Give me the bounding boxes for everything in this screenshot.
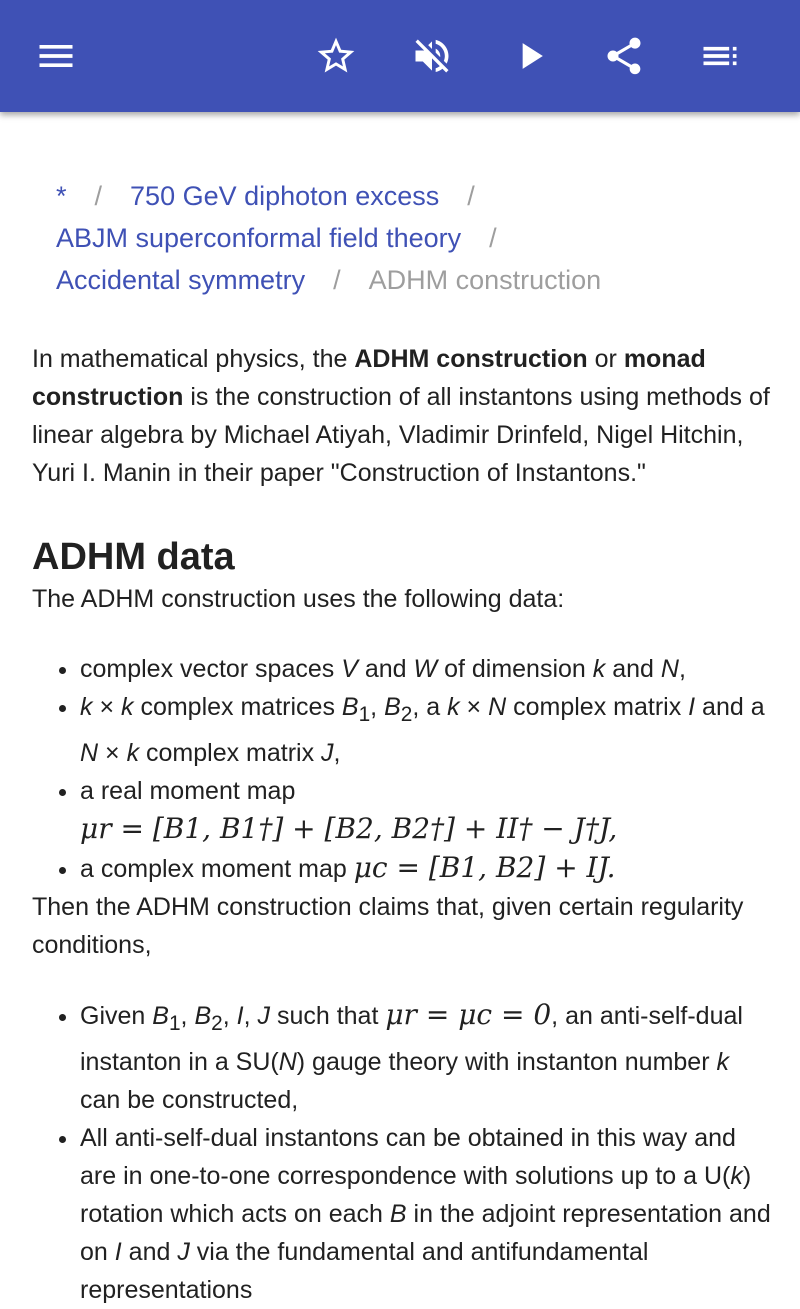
app-toolbar [0, 0, 800, 112]
adhm-claims-list [32, 996, 772, 1309]
claim-lead: Then the ADHM construction claims that, given certain regularity conditions, [32, 893, 744, 959]
share-icon [602, 34, 646, 78]
complex-moment-map-formula: μc = [B1, B2] + IJ. [353, 851, 616, 884]
list-item: • All anti-self-dual instantons can be obtained in this way and are in one-to-one correspondence with solutions up to a U(k) rotation which acts on each B in the adjoint representation and on I and J via the fundamental and antifundamental representations [80, 1119, 772, 1309]
breadcrumb-link-abjm[interactable]: ABJM superconformal field theory [56, 223, 462, 253]
star-outline-icon [314, 34, 358, 78]
breadcrumb [56, 175, 776, 301]
moment-map-zero-formula: μr = μc = 0 [385, 998, 552, 1031]
list-item: • Given $B_1$, $B_2$, I, J such that μr = μc = 0, an anti-self-dual instanton in a SU(N) gauge theory with instanton number k can be constructed, [80, 996, 772, 1119]
breadcrumb-separator: / [94, 181, 103, 211]
breadcrumb-link-home[interactable]: * [56, 181, 67, 211]
list-item: • a real moment map μr = [B1, B1†] + [B2, B2†] + II† − J†J, [80, 772, 772, 849]
breadcrumb-separator: / [489, 223, 497, 253]
menu-button[interactable] [24, 24, 88, 88]
breadcrumb-link-diphoton[interactable]: 750 GeV diphoton excess [130, 181, 440, 211]
section-lead: The ADHM construction uses the following data: [32, 585, 565, 613]
bookmark-button[interactable] [304, 24, 368, 88]
list-item: • a complex moment map μc = [B1, B2] + IJ. [80, 849, 772, 888]
breadcrumb-separator: / [467, 181, 475, 211]
list-item: • k × k complex matrices $B_1$, $B_2$, a k × N complex matrix I and a N × k complex matrix J, [80, 688, 772, 772]
real-moment-map-formula: μr = [B1, B1†] + [B2, B2†] + II† − J†J, [80, 812, 618, 845]
breadcrumb-current: ADHM construction [368, 265, 602, 295]
contents-button[interactable] [688, 24, 752, 88]
menu-icon [34, 34, 78, 78]
adhm-data-list [32, 650, 772, 888]
section-heading: ADHM data [32, 536, 235, 578]
breadcrumb-link-accidental[interactable]: Accidental symmetry [56, 265, 306, 295]
intro-paragraph: In mathematical physics, the ADHM construction or monad construction is the construction of all instantons using methods of linear algebra by Michael Atiyah, Vladimir Drinfeld, Nigel Hitchin, Yuri I. Manin in their paper "Construction of Instantons." [32, 345, 770, 487]
article-body [32, 340, 772, 1309]
play-icon [508, 34, 552, 78]
share-button[interactable] [592, 24, 656, 88]
list-item: • complex vector spaces V and W of dimension k and N, [80, 650, 772, 688]
volume-off-icon [410, 34, 454, 78]
table-of-contents-icon [698, 34, 742, 78]
breadcrumb-separator: / [333, 265, 341, 295]
play-button[interactable] [498, 24, 562, 88]
mute-button[interactable] [400, 24, 464, 88]
